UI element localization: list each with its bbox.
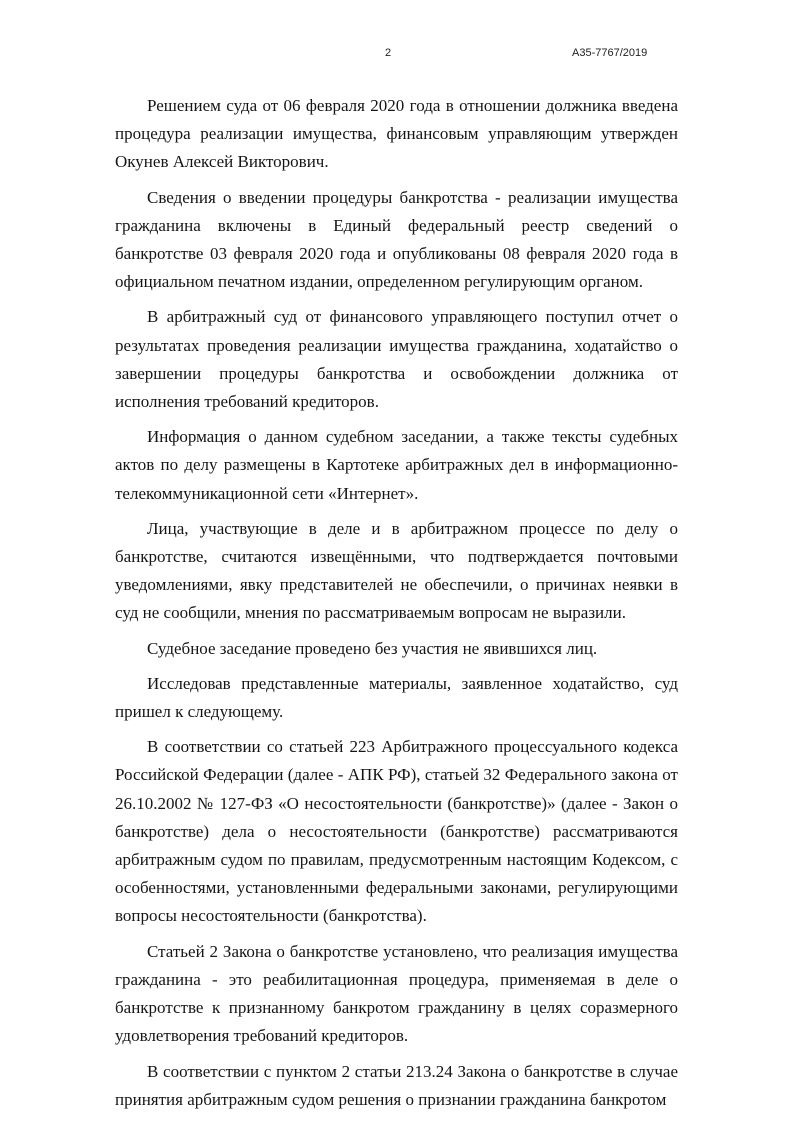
case-number: А35-7767/2019 xyxy=(572,47,648,59)
paragraph: Лица, участвующие в деле и в арбитражном процессе по делу о банкротстве, считаются извещёнными, что подтверждается почтовыми уведомлениями, явку представителей не обеспечили, о причинах неявки в суд не сообщили, мнения по рассматриваемым вопросам не выразили. xyxy=(115,518,678,623)
paragraph: Решением суда от 06 февраля 2020 года в отношении должника введена процедура реализации имущества, финансовым управляющим утвержден Окунев Алексей Викторович. xyxy=(115,96,678,172)
paragraph: Статьей 2 Закона о банкротстве установлено, что реализация имущества гражданина - это реабилитационная процедура, применяемая в деле о банкротстве к признанному банкротом гражданину в целях соразмерного удовлетворения требований кредиторов. xyxy=(115,941,678,1046)
paragraph: В соответствии с пунктом 2 статьи 213.24 Закона о банкротстве в случае принятия арбитражным судом решения о признании гражданина банкротом xyxy=(115,1061,678,1109)
page-header xyxy=(0,47,800,63)
paragraph: Сведения о введении процедуры банкротства - реализации имущества гражданина включены в Единый федеральный реестр сведений о банкротстве 03 февраля 2020 года и опубликованы 08 февраля 2020 года в официальном печатном издании, определенном регулирующим органом. xyxy=(115,187,678,292)
paragraph: Информация о данном судебном заседании, а также тексты судебных актов по делу размещены в Картотеке арбитражных дел в информационно-телекоммуникационной сети «Интернет». xyxy=(115,427,678,503)
paragraph: В соответствии со статьей 223 Арбитражного процессуального кодекса Российской Федерации (далее - АПК РФ), статьей 32 Федерального закона от 26.10.2002 № 127-ФЗ «О несостоятельности (банкротстве)» (далее - Закон о банкротстве) дела о несостоятельности (банкротстве) рассматриваются арбитражным судом по правилам, предусмотренным настоящим Кодексом, с особенностями, установленными федеральными законами, регулирующими вопросы несостоятельности (банкротства). xyxy=(115,737,678,926)
paragraph: В арбитражный суд от финансового управляющего поступил отчет о результатах проведения реализации имущества гражданина, ходатайство о завершении процедуры банкротства и освобождении должника от исполнения требований кредиторов. xyxy=(115,307,678,412)
paragraph: Судебное заседание проведено без участия не явившихся лиц. xyxy=(147,638,598,658)
document-body xyxy=(115,92,678,1121)
paragraph: Исследовав представленные материалы, заявленное ходатайство, суд пришел к следующему. xyxy=(115,673,678,722)
page-number: 2 xyxy=(385,47,392,59)
